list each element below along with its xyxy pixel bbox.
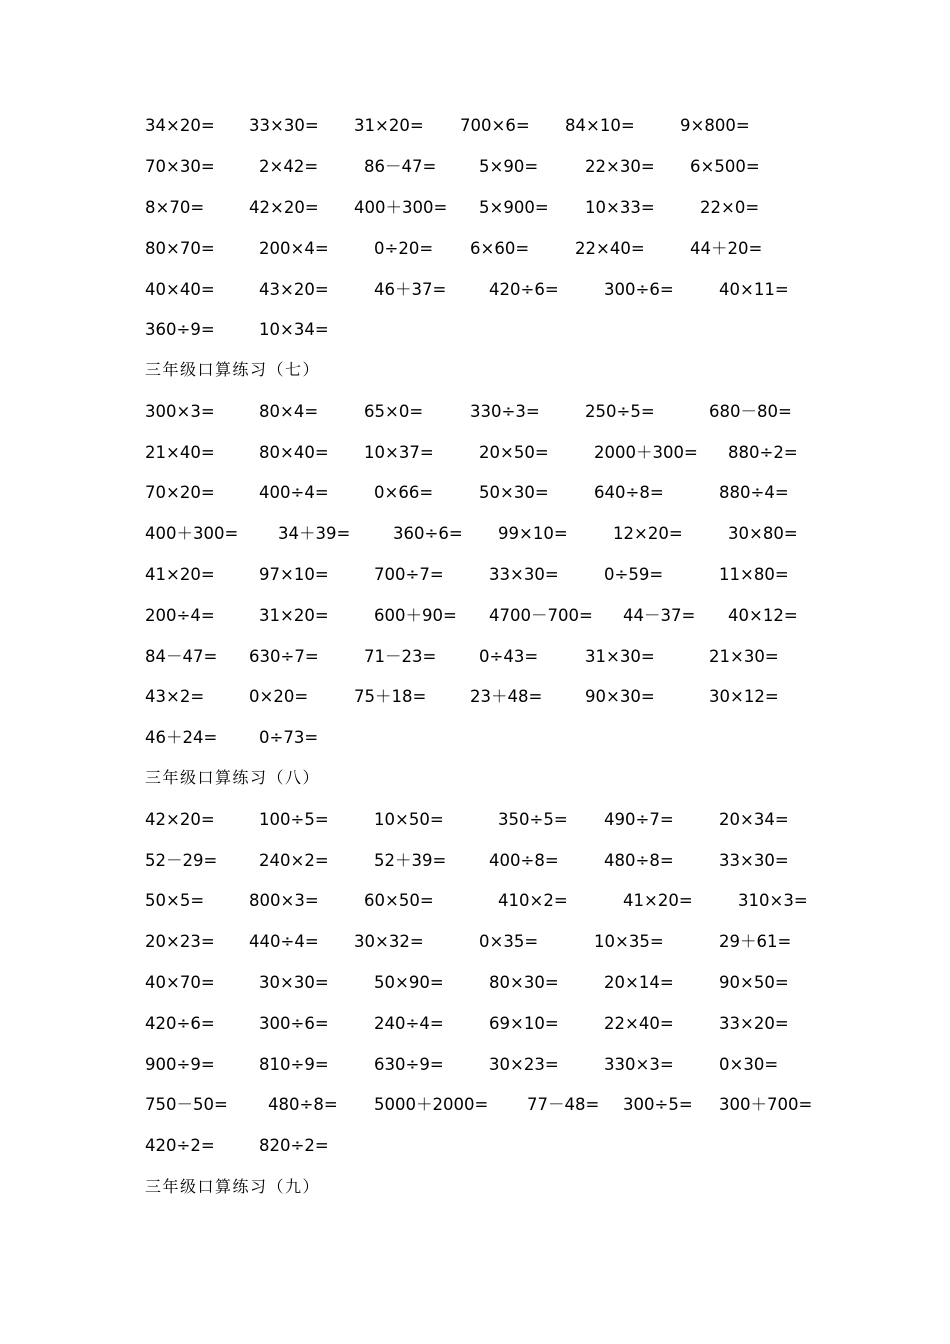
problem: 42×20= [249, 198, 319, 217]
problem: 33×30= [489, 565, 559, 584]
section-heading: 三年级口算练习（八） [145, 768, 321, 787]
problem: 700×6= [460, 116, 530, 135]
problem: 71－23= [364, 647, 437, 666]
problem: 31×20= [259, 606, 329, 625]
problem: 0÷73= [259, 728, 319, 747]
problem: 360÷9= [145, 320, 215, 339]
problem: 240÷4= [374, 1014, 444, 1033]
problem-row [0, 1090, 950, 1120]
problem-row [0, 397, 950, 427]
problem: 46＋24= [145, 728, 218, 747]
problem: 50×30= [479, 483, 549, 502]
problem: 900÷9= [145, 1055, 215, 1074]
problem: 33×20= [719, 1014, 789, 1033]
problem: 480÷8= [268, 1095, 338, 1114]
problem: 50×90= [374, 973, 444, 992]
problem: 30×80= [728, 524, 798, 543]
problem: 820÷2= [259, 1136, 329, 1155]
section-heading: 三年级口算练习（九） [145, 1177, 321, 1196]
problem: 31×20= [354, 116, 424, 135]
problem: 240×2= [259, 851, 329, 870]
problem: 23＋48= [470, 687, 543, 706]
problem: 630÷7= [249, 647, 319, 666]
problem: 6×60= [470, 239, 530, 258]
problem: 29＋61= [719, 932, 792, 951]
problem-row [0, 111, 950, 141]
problem: 2000＋300= [594, 443, 698, 462]
problem-row [0, 927, 950, 957]
problem: 10×34= [259, 320, 329, 339]
problem: 400÷4= [259, 483, 329, 502]
problem-row [0, 682, 950, 712]
problem: 200÷4= [145, 606, 215, 625]
problem: 700÷7= [374, 565, 444, 584]
problem: 41×20= [623, 891, 693, 910]
problem: 40×11= [719, 280, 789, 299]
problem: 43×2= [145, 687, 205, 706]
problem: 21×40= [145, 443, 215, 462]
problem: 22×40= [604, 1014, 674, 1033]
problem: 30×30= [259, 973, 329, 992]
problem: 420÷2= [145, 1136, 215, 1155]
problem: 8×70= [145, 198, 205, 217]
problem: 10×37= [364, 443, 434, 462]
problem: 70×20= [145, 483, 215, 502]
problem: 30×12= [709, 687, 779, 706]
problem: 640÷8= [594, 483, 664, 502]
problem: 4700－700= [489, 606, 593, 625]
problem: 800×3= [249, 891, 319, 910]
problem-row [0, 438, 950, 468]
problem: 60×50= [364, 891, 434, 910]
problem: 52－29= [145, 851, 218, 870]
problem: 410×2= [498, 891, 568, 910]
problem: 34＋39= [278, 524, 351, 543]
problem-row [0, 805, 950, 835]
problem: 10×35= [594, 932, 664, 951]
problem: 480÷8= [604, 851, 674, 870]
problem: 22×30= [585, 157, 655, 176]
problem: 40×12= [728, 606, 798, 625]
problem: 0×20= [249, 687, 309, 706]
problem: 880÷4= [719, 483, 789, 502]
problem: 20×23= [145, 932, 215, 951]
problem: 90×50= [719, 973, 789, 992]
problem: 200×4= [259, 239, 329, 258]
problem: 99×10= [498, 524, 568, 543]
problem: 5×900= [479, 198, 549, 217]
section-heading: 三年级口算练习（七） [145, 360, 321, 379]
problem: 360÷6= [393, 524, 463, 543]
problem: 30×23= [489, 1055, 559, 1074]
problem: 44－37= [623, 606, 696, 625]
problem: 250÷5= [585, 402, 655, 421]
problem-row [0, 846, 950, 876]
problem-row [0, 1050, 950, 1080]
problem: 330÷3= [470, 402, 540, 421]
problem: 52＋39= [374, 851, 447, 870]
problem: 84－47= [145, 647, 218, 666]
problem: 10×33= [585, 198, 655, 217]
problem: 490÷7= [604, 810, 674, 829]
problem: 300÷6= [604, 280, 674, 299]
problem: 420÷6= [489, 280, 559, 299]
problem: 20×50= [479, 443, 549, 462]
problem: 100÷5= [259, 810, 329, 829]
problem: 2×42= [259, 157, 319, 176]
problem: 0÷43= [479, 647, 539, 666]
problem: 22×40= [575, 239, 645, 258]
problem: 5×90= [479, 157, 539, 176]
problem: 810÷9= [259, 1055, 329, 1074]
problem: 12×20= [613, 524, 683, 543]
problem: 22×0= [700, 198, 760, 217]
problem-row [0, 275, 950, 305]
problem: 6×500= [690, 157, 760, 176]
problem: 420÷6= [145, 1014, 215, 1033]
problem: 44＋20= [690, 239, 763, 258]
problem-row [0, 234, 950, 264]
problem: 97×10= [259, 565, 329, 584]
problem: 10×50= [374, 810, 444, 829]
problem: 31×30= [585, 647, 655, 666]
problem: 42×20= [145, 810, 215, 829]
problem: 350÷5= [498, 810, 568, 829]
problem-row [0, 519, 950, 549]
problem: 300＋700= [719, 1095, 813, 1114]
problem: 65×0= [364, 402, 424, 421]
problem: 77－48= [527, 1095, 600, 1114]
problem: 0÷20= [374, 239, 434, 258]
problem: 0÷59= [604, 565, 664, 584]
problem: 46＋37= [374, 280, 447, 299]
problem-row [0, 1009, 950, 1039]
problem-row [0, 642, 950, 672]
problem: 9×800= [680, 116, 750, 135]
problem-row [0, 152, 950, 182]
problem: 50×5= [145, 891, 205, 910]
problem: 680－80= [709, 402, 792, 421]
problem-row [0, 968, 950, 998]
problem: 630÷9= [374, 1055, 444, 1074]
problem: 330×3= [604, 1055, 674, 1074]
problem: 33×30= [249, 116, 319, 135]
problem: 84×10= [565, 116, 635, 135]
problem: 30×32= [354, 932, 424, 951]
problem: 80×30= [489, 973, 559, 992]
problem-row [0, 1131, 950, 1161]
problem: 43×20= [259, 280, 329, 299]
problem: 880÷2= [728, 443, 798, 462]
problem: 40×40= [145, 280, 215, 299]
problem: 5000＋2000= [374, 1095, 489, 1114]
problem: 21×30= [709, 647, 779, 666]
problem: 300×3= [145, 402, 215, 421]
problem: 600＋90= [374, 606, 457, 625]
problem: 400÷8= [489, 851, 559, 870]
problem: 310×3= [738, 891, 808, 910]
problem: 90×30= [585, 687, 655, 706]
problem: 11×80= [719, 565, 789, 584]
problem: 70×30= [145, 157, 215, 176]
problem: 80×40= [259, 443, 329, 462]
problem: 20×14= [604, 973, 674, 992]
problem: 20×34= [719, 810, 789, 829]
problem: 750－50= [145, 1095, 228, 1114]
problem: 86－47= [364, 157, 437, 176]
problem-row [0, 886, 950, 916]
problem: 440÷4= [249, 932, 319, 951]
problem: 69×10= [489, 1014, 559, 1033]
problem: 75＋18= [354, 687, 427, 706]
problem-row [0, 560, 950, 590]
problem: 34×20= [145, 116, 215, 135]
problem: 33×30= [719, 851, 789, 870]
problem-row [0, 478, 950, 508]
problem-row [0, 723, 950, 753]
problem: 80×70= [145, 239, 215, 258]
problem-row [0, 193, 950, 223]
problem-row [0, 315, 950, 345]
problem: 80×4= [259, 402, 319, 421]
problem: 300÷5= [623, 1095, 693, 1114]
problem: 300÷6= [259, 1014, 329, 1033]
problem-row [0, 601, 950, 631]
problem: 41×20= [145, 565, 215, 584]
problem: 400＋300= [145, 524, 239, 543]
problem: 0×35= [479, 932, 539, 951]
problem: 0×66= [374, 483, 434, 502]
problem: 400＋300= [354, 198, 448, 217]
problem: 40×70= [145, 973, 215, 992]
problem: 0×30= [719, 1055, 779, 1074]
